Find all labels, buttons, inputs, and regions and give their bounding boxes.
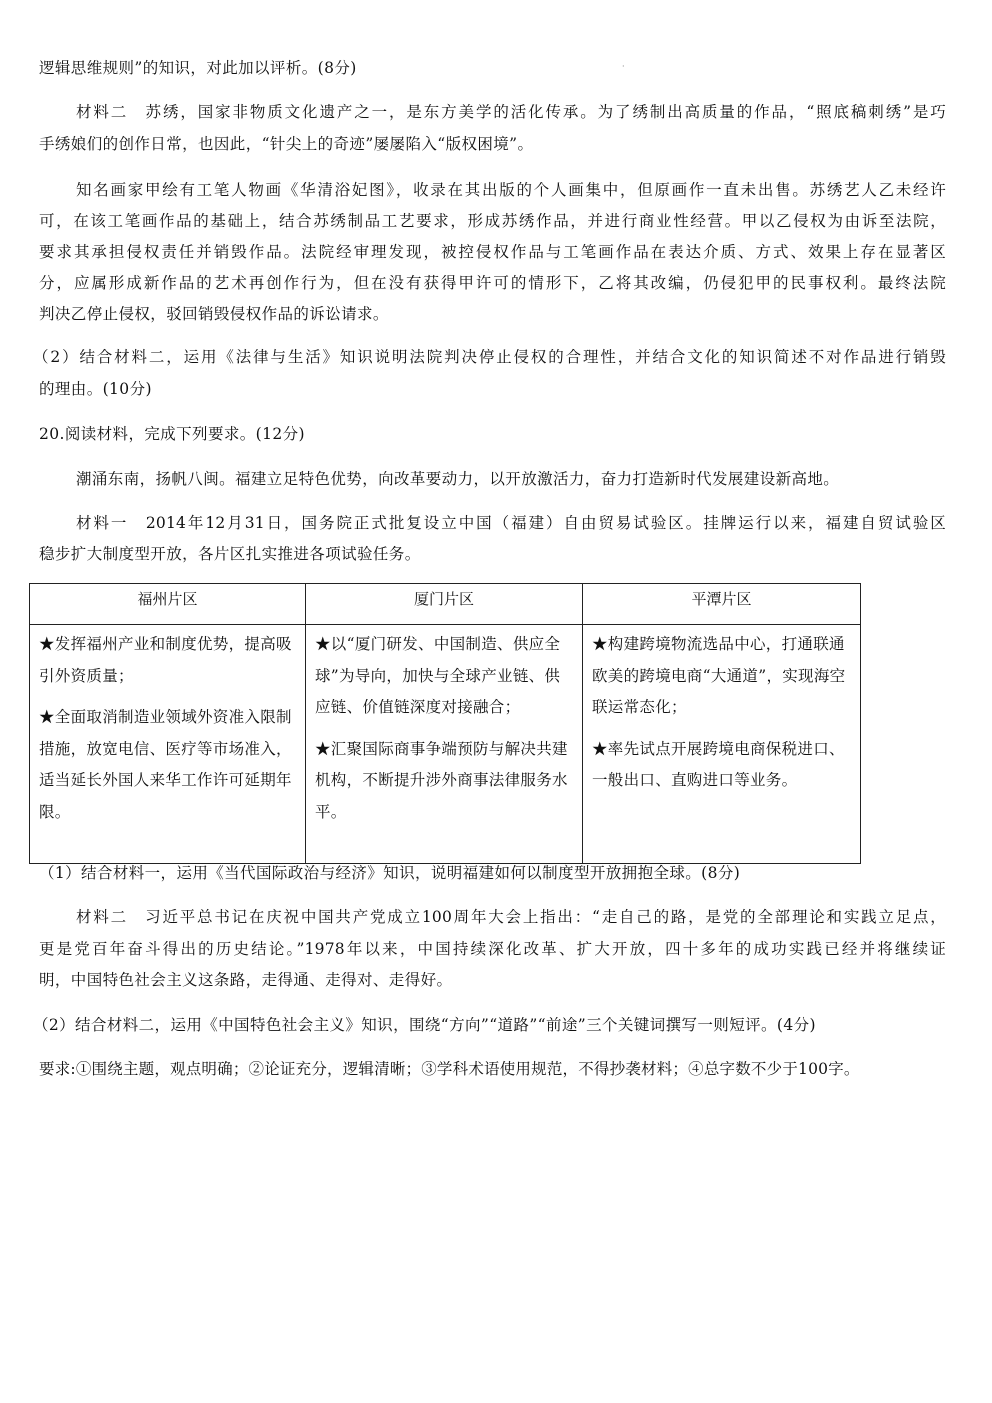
pingtan-item-2: ★率先试点开展跨境电商保税进口、一般出口、直购进口等业务。 (592, 739, 845, 789)
question-20-2: （2）结合材料二，运用《中国特色社会主义》知识，围绕“方向”“道路”“前途”三个关键词撰写一则短评。(4分) (33, 1016, 816, 1034)
question-20-1: （1）结合材料一，运用《当代国际政治与经济》知识，说明福建如何以制度型开放拥抱全球。(8分) (39, 864, 741, 882)
material-2-line-1: 材料二 苏绣，国家非物质文化遗产之一，是东方美学的活化传承。为了绣制出高质量的作品，“照底稿刺绣”是巧 (76, 103, 946, 121)
material-2-body-line-4: 分，应属形成新作品的艺术再创作行为，但在没有获得甲许可的情形下，乙将其改编，仍侵犯甲的民事权利。最终法院 (39, 274, 946, 292)
question-19-2-line-2: 的理由。(10分) (39, 380, 152, 398)
fuzhou-item-1: ★发挥福州产业和制度优势，提高吸引外资质量； (39, 635, 292, 685)
material-2-body-line-5: 判决乙停止侵权，驳回销毁侵权作品的诉讼请求。 (39, 305, 389, 323)
material-2-body-line-3: 要求其承担侵权责任并销毁作品。法院经审理发现，被控侵权作品与工笔画作品在表达介质、方式、效果上存在显著区 (39, 243, 946, 261)
header-xiamen: 厦门片区 (306, 584, 583, 625)
table-row (30, 625, 861, 864)
pingtan-item-1: ★构建跨境物流选品中心，打通联通欧美的跨境电商“大通道”，实现海空联运常态化； (592, 635, 846, 716)
cell-pingtan (583, 625, 861, 864)
xiamen-item-2: ★汇聚国际商事争端预防与解决共建机构，不断提升涉外商事法律服务水平。 (315, 739, 568, 821)
material-2b-line-1: 材料二 习近平总书记在庆祝中国共产党成立100周年大会上指出：“走自己的路，是党的全部理论和实践立足点， (76, 908, 946, 926)
question-19-2-line-1: （2）结合材料二，运用《法律与生活》知识说明法院判决停止侵权的合理性，并结合文化的知识简述不对作品进行销毁 (33, 348, 946, 366)
header-pingtan: 平潭片区 (583, 584, 861, 625)
material-2-body-line-2: 可，在该工笔画作品的基础上，结合苏绣制品工艺要求，形成苏绣作品，并进行商业性经营。甲以乙侵权为由诉至法院， (39, 212, 946, 230)
question-20-intro: 潮涌东南，扬帆八闽。福建立足特色优势，向改革要动力，以开放激活力，奋力打造新时代发展建设新高地。 (76, 470, 840, 488)
material-1-line-2: 稳步扩大制度型开放，各片区扎实推进各项试验任务。 (39, 545, 421, 563)
xiamen-item-1: ★以“厦门研发、中国制造、供应全球”为导向，加快与全球产业链、供应链、价值链深度对接融合； (315, 635, 561, 716)
scan-dot: · (622, 62, 625, 71)
question-20-title: 20.阅读材料，完成下列要求。(12分) (39, 425, 305, 443)
cell-xiamen (306, 625, 583, 864)
material-2b-line-3: 明，中国特色社会主义这条路，走得通、走得对、走得好。 (39, 971, 453, 989)
cell-fuzhou (30, 625, 306, 864)
header-fuzhou: 福州片区 (30, 584, 306, 625)
material-2-line-2: 手绣娘们的创作日常，也因此，“针尖上的奇迹”屡屡陷入“版权困境”。 (39, 135, 534, 153)
pilot-zone-table (29, 583, 861, 864)
question-19-1-continuation: 逻辑思维规则”的知识，对此加以评析。(8分) (39, 59, 357, 77)
material-1-line-1: 材料一 2014年12月31日，国务院正式批复设立中国（福建）自由贸易试验区。挂牌运行以来，福建自贸试验区 (76, 514, 946, 532)
material-2-body-line-1: 知名画家甲绘有工笔人物画《华清浴妃图》，收录在其出版的个人画集中，但原画作一直未出售。苏绣艺人乙未经许 (76, 181, 946, 199)
writing-requirements: 要求:①围绕主题，观点明确；②论证充分，逻辑清晰；③学科术语使用规范，不得抄袭材料；④总字数不少于100字。 (39, 1060, 860, 1078)
table-header-row (30, 584, 861, 625)
material-2b-line-2: 更是党百年奋斗得出的历史结论。”1978年以来，中国持续深化改革、扩大开放，四十多年的成功实践已经并将继续证 (39, 940, 946, 958)
fuzhou-item-2: ★全面取消制造业领域外资准入限制措施，放宽电信、医疗等市场准入，适当延长外国人来华工作许可延期年限。 (39, 708, 292, 821)
